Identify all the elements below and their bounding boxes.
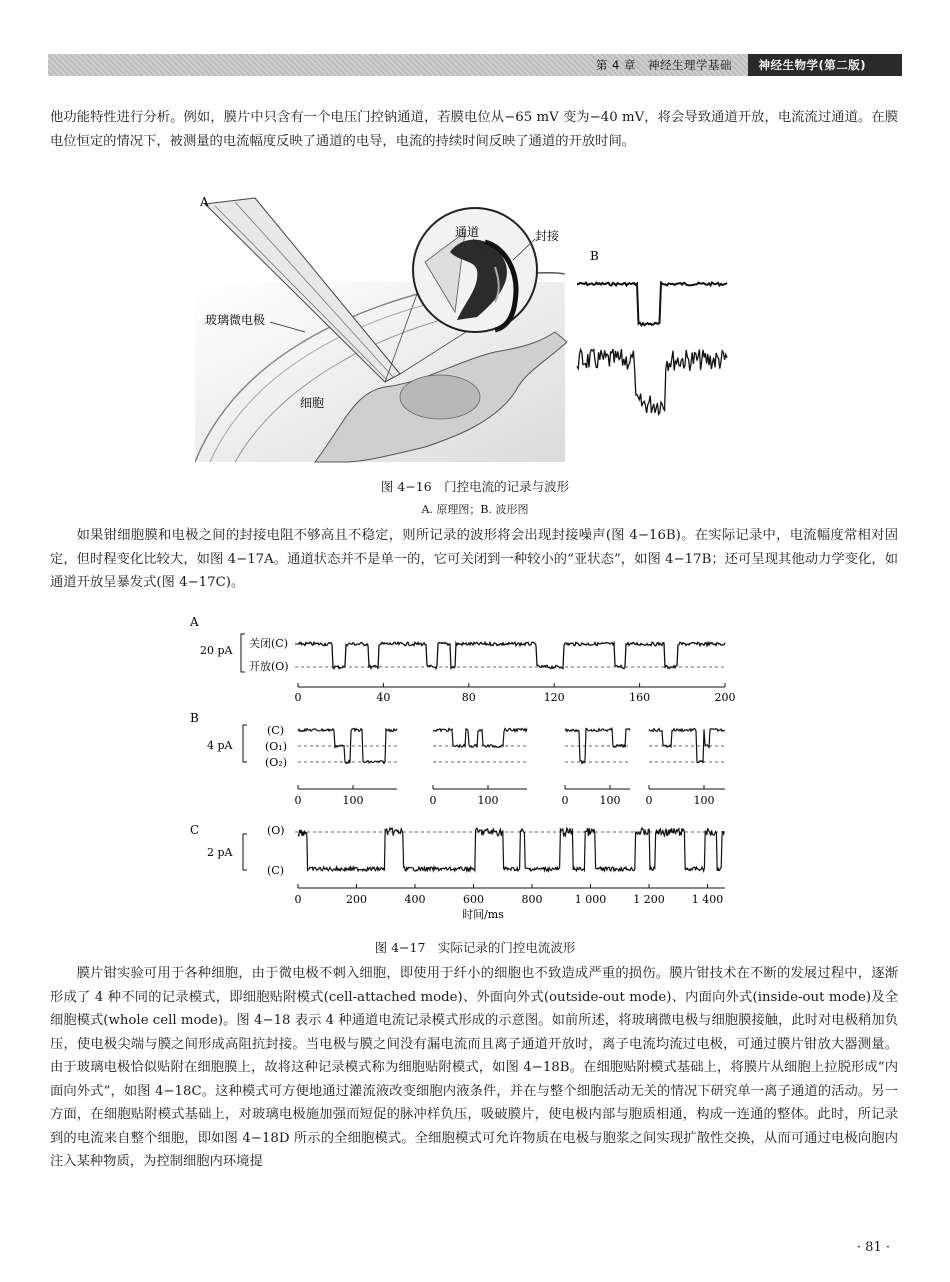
paragraph-3: 膜片钳实验可用于各种细胞，由于微电极不刺入细胞，即使用于纤小的细胞也不致造成严重的损伤。膜片钳技术在不断的发展过程中，逐渐形成了 4 种不同的记录模式，即细胞贴附模式(cell-attached mode)、外面向外式(outside-out mode)、内面向外式(inside-out mode)及全细胞模式(whole cell mode)。图 4−18 表示 4 种通道电流记录模式形成的示意图。如前所述，将玻璃微电极与细胞膜接触，此时对电极稍加负压，使电极尖端与膜之间形成高阻抗封接。当电极与膜之间没有漏电流而且离子通道开放时，离子电流均流过电极，可通过膜片钳放大器测量。由于玻璃电极恰似贴附在细胞膜上，故将这种记录模式称为细胞贴附模式，如图 4−18B。在细胞贴附模式基础上，将膜片从细胞上拉脱形成“内面向外式”，如图 4−18C。这种模式可方便地通过灌流液改变细胞内液条件，并在与整个细胞活动无关的情况下研究单一离子通道的活动。另一方面，在细胞贴附模式基础上，对玻璃电极施加强而短促的脉冲样负压，吸破膜片，使电极内部与胞质相通，构成一连通的整体。此时，所记录到的电流来自整个细胞，即如图 4−18D 所示的全细胞模式。全细胞模式可允许物质在电极与胞浆之间实现扩散性交换，从而可通过电极向胞内注入某种物质，为控制细胞内环境提 [50,966,898,1169]
fig17-a-open: 开放(O) [249,660,289,673]
fig17-c-tick-label: 0 [294,893,302,906]
fig17-c-tick-label: 400 [404,893,426,906]
fig17-a-tick-label: 160 [629,691,651,704]
fig17-b-state-o2: (O₂) [265,756,288,769]
fig16-label-channel: 通道 [455,225,480,239]
header-book-title: 神经生物学(第二版) [748,54,902,76]
fig16-label-a: A [200,195,209,209]
fig17-c-tick-label: 1 400 [691,893,724,906]
fig17-c-xlabel: 时间/ms [462,908,504,921]
fig16-caption: 图 4−16 门控电流的记录与波形 [380,479,570,494]
fig17-b-tick-label: 100 [693,794,715,807]
fig17-c-label: C [190,823,200,837]
fig17-b-label: B [190,711,199,725]
header-chapter: 第 4 章 神经生理学基础 [595,58,732,72]
fig16-label-electrode: 玻璃微电极 [205,313,266,327]
fig17-c-trace [298,828,724,871]
fig17-c-open: (O) [267,824,285,837]
fig17-b-tick-label: 100 [477,794,499,807]
fig17-b-tick-label: 0 [429,794,437,807]
fig17-a-tick-label: 0 [294,691,302,704]
fig17-a-closed: 关闭(C) [249,637,288,650]
fig17-b-state-o1: (O₁) [265,740,288,753]
fig17-b-tick-label: 100 [599,794,621,807]
fig17-c-scale: 2 pA [207,846,233,859]
fig17-b-tick-label: 0 [561,794,569,807]
page-number: · 81 · [856,1240,890,1255]
fig17-a-scale: 20 pA [200,644,233,657]
fig17-b-trace-2 [433,729,527,748]
fig17-b-tick-label: 0 [294,794,302,807]
fig17-b-tick-label: 100 [342,794,364,807]
fig17-a-trace [298,642,725,668]
fig17-b-state-c: (C) [267,724,284,737]
fig17-a-tick-label: 40 [376,691,391,704]
fig17-b-scale: 4 pA [207,739,233,752]
fig17-a-label: A [190,615,199,629]
fig17-c-tick-label: 200 [346,893,367,906]
figure-4-16 [195,192,735,468]
fig17-caption: 图 4−17 实际记录的门控电流波形 [374,940,576,955]
fig17-c-tick-label: 1 200 [633,893,665,906]
paragraph-2: 如果钳细胞膜和电极之间的封接电阻不够高且不稳定，则所记录的波形将会出现封接噪声(图 4−16B)。在实际记录中，电流幅度常相对固定，但时程变化比较大，如图 4−17A。通道状态并不是单一的，它可关闭到一种较小的“亚状态”，如图 4−17B；还可呈现其他动力学变化，如通道开放呈暴发式(图 4−17C)。 [50,528,898,590]
paragraph-1: 他功能特性进行分析。例如，膜片中只含有一个电压门控钠通道，若膜电位从−65 mV 变为−40 mV，将会导致通道开放，电流流过通道。在膜电位恒定的情况下，被测量的电流幅度反映了通道的电导，电流的持续时间反映了通道的开放时间。 [50,110,898,149]
fig16-label-b: B [590,249,599,263]
fig17-c-tick-label: 600 [463,893,484,906]
fig17-a-tick-label: 80 [461,691,476,704]
fig17-b-tick-label: 0 [645,794,653,807]
fig17-a-tick-label: 120 [543,691,565,704]
fig16-label-cell: 细胞 [300,396,325,410]
running-header [48,54,902,76]
fig17-a-tick-label: 200 [714,691,736,704]
fig17-c-closed: (C) [267,864,284,877]
fig16-subcaption: A. 原理图；B. 波形图 [421,503,529,516]
fig17-c-tick-label: 800 [521,893,543,906]
figure-4-17 [185,612,745,932]
fig16-label-seal: 封接 [535,229,560,243]
fig17-c-tick-label: 1 000 [574,893,607,906]
